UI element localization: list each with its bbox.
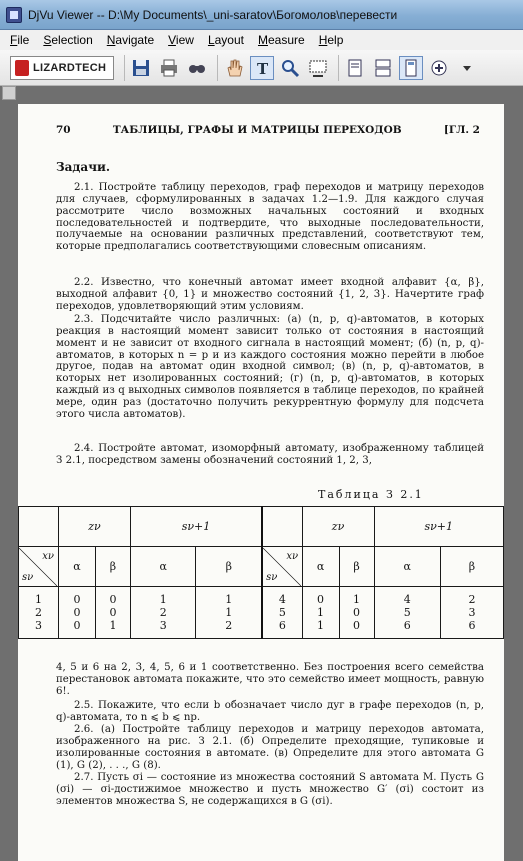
col-alpha: α: [302, 547, 339, 587]
col-beta: β: [95, 547, 130, 587]
z-alpha-right: 0 1 1: [302, 587, 339, 639]
z-alpha-left: 0 0 0: [59, 587, 96, 639]
menu-selection[interactable]: Selection: [43, 33, 93, 47]
col-beta: β: [196, 547, 262, 587]
page-corner-button[interactable]: [2, 86, 16, 100]
djvu-app-icon: [6, 7, 22, 23]
s-beta-left: 1 1 2: [196, 587, 262, 639]
continuous-button[interactable]: [371, 56, 395, 80]
paragraph-2-5: 2.5. Покажите, что если b обозначает число дуг в графе переходов (n, p, q)-автомата, то n ⩽ b ⩽ np.: [56, 700, 484, 723]
col-alpha: α: [374, 547, 440, 587]
col-beta: β: [440, 547, 503, 587]
s-beta-right: 2 3 6: [440, 587, 503, 639]
menu-measure[interactable]: Measure: [257, 33, 305, 47]
paragraph-2-2: 2.2. Известно, что конечный автомат имеет входной алфавит {α, β}, выходной алфавит {0, 1} и множество состояний {1, 2, 3}. Начертите граф переходов, удовлетворяющий этим условиям.: [56, 277, 484, 312]
running-title: ТАБЛИЦЫ, ГРАФЫ И МАТРИЦЫ ПЕРЕХОДОВ: [112, 124, 402, 136]
zoom-button[interactable]: [278, 56, 302, 80]
transition-table: [18, 506, 504, 639]
paragraph-2-4: 2.4. Постройте автомат, изоморфный автомату, изображенному таблицей З 2.1, посредством замены обозначений состояний 1, 2, 3,: [56, 443, 484, 466]
diagonal-header-left: xν sν: [19, 547, 59, 587]
table-corner: [19, 507, 59, 547]
print-button[interactable]: [157, 56, 181, 80]
table-corner-right: [262, 507, 302, 547]
page-number: 70: [56, 124, 71, 136]
find-icon: [187, 58, 207, 78]
paragraph-2-1: 2.1. Постройте таблицу переходов, граф переходов и матрицу переходов для случаев, сформулированных в задачах 1.2—1.9. Для каждого случая рассмотрите число возможных начальных состояний и входных последовательностей и подтвердите, что выходные последовательности, получаемые на основании различных представлений, соответствуют тем, которые предполагались соответствующими словесным описаниям.: [56, 182, 484, 253]
paragraph-2-6: 2.6. (а) Постройте таблицу переходов и матрицу переходов автомата, изображенного на рис. З 2.1. (б) Определите преходящие, тупиковые и изолированные состояния в автомате. (в) Определите для этого автомата G (1), G (2), . . ., G (8).: [56, 724, 484, 771]
paragraph-2-3: 2.3. Подсчитайте число различных: (а) (n, p, q)-автоматов, в которых реакция в настоящий момент зависит только от состояния в настоящий момент и не зависит от входного сигнала в настоящий момент; (б) (n, p, q)-автоматов, в которых n = p и из каждого состояния можно перейти в любое другое, подав на автомат один входной символ; (в) (n, p, q)-автоматов, в которых нет изолированных состояний; (г) (n, p, q)-автоматов, в которых каждый из q выходных символов появляется в таблице переходов, по крайней мере, один раз (достаточно получить рекуррентную формулу для подсчета этого числа автоматов).: [56, 314, 484, 420]
zoom-in-button[interactable]: [427, 56, 451, 80]
zoom-icon: [280, 58, 300, 78]
paragraph-2-7: 2.7. Пусть σi — состояние из множества состояний S автомата M. Пусть G (σi) — σi-достижимое множество и пусть множество G′ (σi) состоит из элементов множества S, не содержащихся в G (σi).: [56, 772, 484, 807]
chapter-label: [ГЛ. 2: [443, 124, 480, 136]
z-beta-left: 0 0 1: [95, 587, 130, 639]
table-caption: Таблица З 2.1: [318, 488, 424, 501]
s-next-header-left: sν+1: [130, 507, 262, 547]
col-alpha: α: [59, 547, 96, 587]
text-select-icon: [252, 58, 272, 78]
paragraph-continuation: 4, 5 и 6 на 2, 3, 4, 5, 6 и 1 соответственно. Без построения всего семейства перестановок автомата покажите, что это семейство имеет мощность, равную 6!.: [56, 662, 484, 697]
svg-text:T: T: [257, 59, 269, 78]
pan-button[interactable]: [222, 56, 246, 80]
menu-view[interactable]: View: [168, 33, 194, 47]
s-next-header-right: sν+1: [374, 507, 503, 547]
s-alpha-left: 1 2 3: [130, 587, 196, 639]
title-bar: [0, 0, 523, 30]
toolbar-separator: [338, 55, 339, 81]
diagonal-header-right: xν sν: [262, 547, 302, 587]
col-beta: β: [339, 547, 374, 587]
single-page-button[interactable]: [343, 56, 367, 80]
document-page: [18, 104, 504, 861]
menu-navigate[interactable]: Navigate: [106, 33, 155, 47]
toolbar: [0, 50, 523, 86]
find-button[interactable]: [185, 56, 209, 80]
dropdown-arrow-icon: [457, 58, 477, 78]
menu-layout[interactable]: Layout: [207, 33, 244, 47]
lizardtech-logo[interactable]: LIZARDTECH: [10, 56, 114, 80]
window-title: DjVu Viewer -- D:\My Documents\_uni-saratov\Богомолов\перевести: [28, 7, 398, 22]
continuous-icon: [373, 58, 393, 78]
section-heading: Задачи.: [56, 160, 111, 174]
zoom-rect-button[interactable]: [306, 56, 330, 80]
page-layout-button[interactable]: [399, 56, 423, 80]
states-right: 4 5 6: [262, 587, 302, 639]
menu-file[interactable]: File: [10, 33, 30, 47]
toolbar-separator: [217, 55, 218, 81]
z-header-right: zν: [302, 507, 374, 547]
page-layout-icon: [401, 58, 421, 78]
states-left: 1 2 3: [19, 587, 59, 639]
col-alpha: α: [130, 547, 196, 587]
print-icon: [159, 58, 179, 78]
toolbar-separator: [124, 55, 125, 81]
pan-hand-icon: [224, 58, 244, 78]
zoom-in-icon: [429, 58, 449, 78]
menu-help[interactable]: Help: [318, 33, 344, 47]
document-view[interactable]: [0, 86, 523, 861]
single-page-icon: [345, 58, 365, 78]
toolbar-more-button[interactable]: [455, 56, 479, 80]
menu-bar: [0, 30, 523, 50]
s-alpha-right: 4 5 6: [374, 587, 440, 639]
lizard-logo-icon: [15, 60, 29, 76]
z-header-left: zν: [59, 507, 131, 547]
running-header: [56, 124, 480, 136]
z-beta-right: 1 0 0: [339, 587, 374, 639]
zoom-rect-icon: [308, 58, 328, 78]
text-select-button[interactable]: [250, 56, 274, 80]
save-icon: [131, 58, 151, 78]
save-button[interactable]: [129, 56, 153, 80]
